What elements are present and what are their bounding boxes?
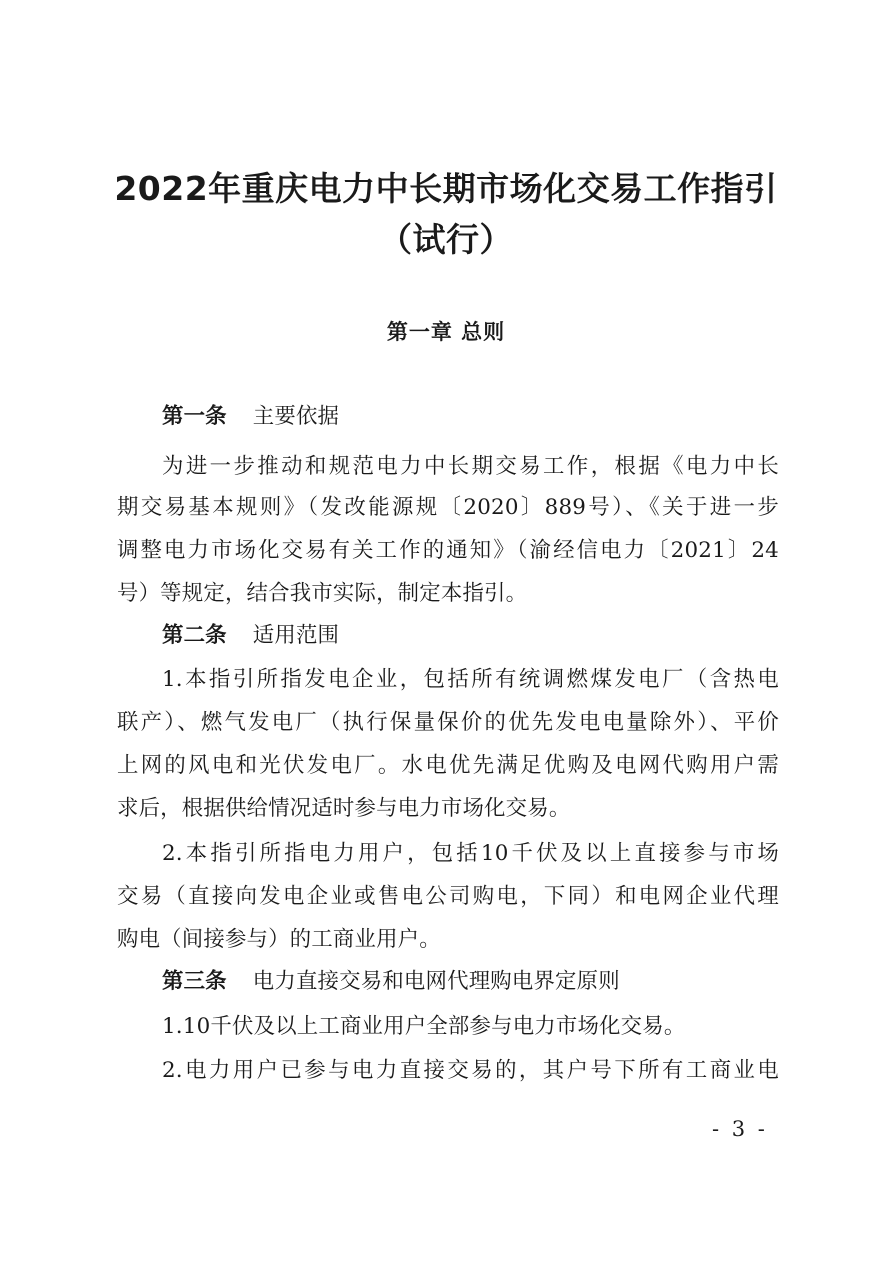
article-title: 电力直接交易和电网代理购电界定原则 [252, 969, 620, 994]
document-subtitle: （试行） [379, 220, 513, 259]
paragraph-line: 联产）、燃气发电厂（执行保量保价的优先发电电量除外）、平价 [117, 710, 779, 735]
paragraph-line: 2.电力用户已参与电力直接交易的，其户号下所有工商业电 [162, 1058, 779, 1083]
paragraph-line: 为进一步推动和规范电力中长期交易工作，根据《电力中长 [162, 454, 779, 479]
paragraph-line: 购电（间接参与）的工商业用户。 [117, 927, 441, 952]
page-number: - 3 - [712, 1117, 768, 1141]
article-title: 适用范围 [252, 623, 340, 648]
article-label: 第三条 [162, 969, 227, 994]
article-label: 第一条 [162, 404, 227, 429]
paragraph-line: 调整电力市场化交易有关工作的通知》（渝经信电力〔2021〕24 [117, 538, 779, 563]
chapter-heading: 第一章 总则 [386, 320, 506, 344]
article-heading [162, 403, 339, 431]
paragraph-line: 交易（直接向发电企业或售电公司购电，下同）和电网企业代理 [117, 884, 779, 909]
paragraph-line: 号）等规定，结合我市实际，制定本指引。 [117, 581, 528, 606]
paragraph-line: 求后，根据供给情况适时参与电力市场化交易。 [117, 796, 571, 821]
article-heading [162, 622, 339, 650]
paragraph-line: 1.本指引所指发电企业，包括所有统调燃煤发电厂（含热电 [162, 667, 779, 692]
paragraph-line: 期交易基本规则》（发改能源规〔2020〕889号）、《关于进一步 [117, 495, 779, 520]
article-heading [162, 968, 620, 996]
document-title: 2022年重庆电力中长期市场化交易工作指引 [114, 169, 778, 208]
paragraph-line: 1.10千伏及以上工商业用户全部参与电力市场化交易。 [162, 1014, 686, 1039]
article-label: 第二条 [162, 623, 227, 648]
paragraph-line: 2.本指引所指电力用户，包括10千伏及以上直接参与市场 [162, 841, 779, 866]
paragraph-line: 上网的风电和光伏发电厂。水电优先满足优购及电网代购用户需 [117, 753, 779, 778]
article-title: 主要依据 [252, 404, 340, 429]
